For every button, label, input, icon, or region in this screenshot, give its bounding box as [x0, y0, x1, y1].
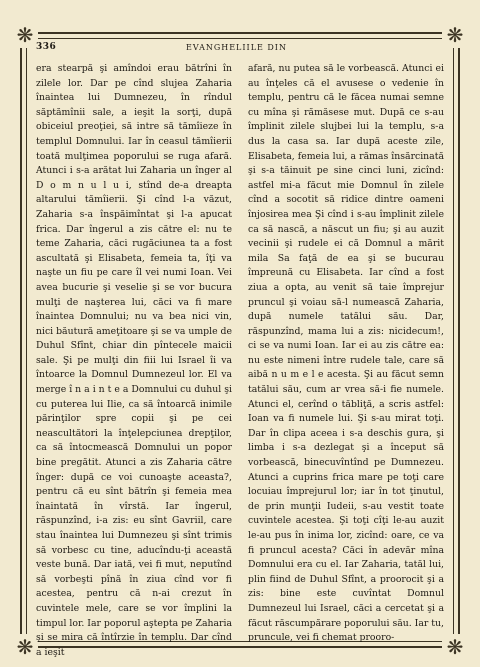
left-column	[36, 62, 233, 658]
corner-ornament-icon: ❋	[442, 22, 468, 48]
right-column-text: afară, nu putea să le vorbească. Atunci ei au înţeles că el avusese o vedenie în templu, pentru că le făcea numai semne cu mîna şi rămăsese mut. După ce s-au împlinit zilele slujbei lui la templu, s-a dus la casa sa. Iar după aceste zile, Elisabeta, femeia lui, a rămas însărcinată şi s-a tăinuit pe sine cinci luni, zicînd: astfel mi-a făcut mie Domnul în zilele cînd a socotit să ridice dintre oameni înjosirea mea Şi cînd i s-au împlinit zilele ca să nască, a născut un fiu; şi au auzit vecinii şi rudele ei că Domnul a mărit mila Sa faţă de ea şi se bucurau împreună cu Elisabeta. Iar cînd a fost ziua a opta, au venit să taie împrejur pruncul şi voiau să-l numească Zaharia, după numele tatălui său. Dar, răspunzînd, mama lui a zis: nicidecum!, ci se va numi Ioan. Iar ei au zis către ea: nu este nimeni între rudele tale, care să aibă n u m e l e acesta. Şi au făcut semn tatălui său, cum ar vrea să-i fie numele. Atunci el, cerînd o tăbliţă, a scris astfel: Ioan va fi numele lui. Şi s-au mirat toţi. Dar în clipa aceea i s-a deschis gura, şi limba i s-a dezlegat şi a început să vorbească, binecuvîntînd pe Dumnezeu. Atunci a cuprins frica mare pe toţi care locuiau împrejurul lor; iar în tot ţinutul, de prin munţii Iudeii, s-au vestit toate cuvintele acestea. Şi toţi cîţi le-au auzit le-au pus în inima lor, zicînd: oare, ce va fi pruncul acesta? Căci în adevăr mîna Domnului era cu el. Iar Zaharia, tatăl lui, plin fiind de Duhul Sfînt, a proorocit şi a zis: bine este cuvîntat Domnul Dumnezeul lui Israel, căci a cercetat şi a făcut răscumpărare poporului său. Iar tu, pruncule, vei fi chemat prooro-	[248, 63, 444, 644]
left-column-text: era stearpă şi amîndoi erau bătrîni în zilele lor. Dar pe cînd slujea Zaharia înaintea lui Dumnezeu, în rîndul săptămînii sale, a ieşit la sorţi, după obiceiul preoţiei, să intre să tămîieze în templul Domnului. Iar în ceasul tămîierii toată mulţimea poporului se ruga afară. Atunci i s-a arătat lui Zaharia un înger al D o m n u l u i, stînd de-a dreapta altarului tămîierii. Şi cînd l-a văzut, Zaharia s-a înspăimîntat şi l-a apucat frica. Dar îngerul a zis către el: nu te teme Zaharia, căci rugăciunea ta a fost ascultată şi Elisabeta, femeia ta, îţi va naşte un fiu pe care îl vei numi Ioan. Vei avea bucurie şi veselie şi se vor bucura mulţi de naşterea lui, căci va fi mare înaintea Domnului; nu va bea nici vin, nici băutură ameţitoare şi se va umple de Duhul Sfînt, chiar din pîntecele maicii sale. Şi pe mulţi din fiii lui Israel îi va întoarce la Domnul Dumnezeul lor. El va merge î n a i n t e a Domnului cu duhul şi cu puterea lui Ilie, ca să întoarcă inimile părinţilor spre copii şi pe cei neascultători la înţelepciunea drepţilor, ca să întocmească Domnului un popor bine pregătit. Atunci a zis Zaharia către înger: după ce voi cunoaşte aceasta?, pentru că eu sînt bătrîn şi femeia mea înaintată în vîrstă. Iar îngerul, răspunzînd, i-a zis: eu sînt Gavriil, care stau înaintea lui Dumnezeu şi sînt trimis să vorbesc cu tine, aducîndu-ţi această veste bună. Dar iată, vei fi mut, neputînd să vorbeşti pînă în ziua cînd vor fi acestea, pentru că n-ai crezut în cuvintele mele, care se vor împlini la timpul lor. Iar poporul aştepta pe Zaharia şi se mira că întîrzie în templu. Dar cînd a ieşit	[36, 63, 233, 658]
text-columns	[36, 62, 446, 658]
corner-ornament-icon: ❋	[442, 634, 468, 660]
running-title: EVANGHELIILE DIN	[186, 43, 287, 52]
corner-ornament-icon: ❋	[12, 634, 38, 660]
corner-ornament-icon: ❋	[12, 22, 38, 48]
right-column	[248, 62, 444, 644]
page-number: 336	[36, 42, 57, 52]
page-header	[36, 42, 446, 56]
